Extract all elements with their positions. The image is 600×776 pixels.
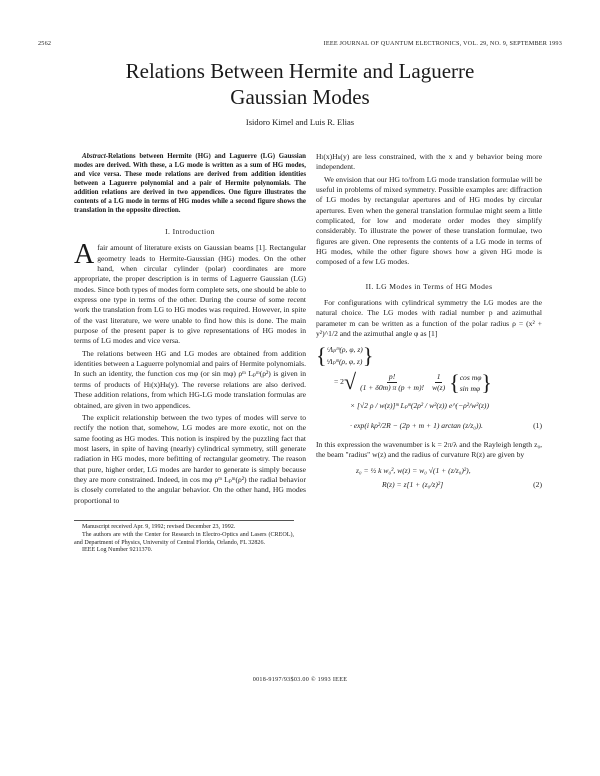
equation-1-sin-term: sin mφ: [459, 383, 481, 393]
equation-1-cos-term: cos mφ: [459, 372, 482, 382]
right-paragraph-3: In this expression the wavenumber is k = 2π/λ and the Rayleigh length z₀, the beam "radius" w(z) and the radius of curvature R(z) are given by: [316, 439, 542, 459]
equation-1-denominator: (1 + δ0m) π (p + m)!: [360, 383, 425, 392]
equation-1-sin-mode: ˢΛₚᵐ(ρ, φ, z): [326, 356, 363, 366]
intro-paragraph-3: The explicit relationship between the two types of modes will serve to rectify the notion that, somehow, LG modes are more exotic, not on the same footing as HG modes. This notion is inspired by the puzzling fact that most lasers, in spite of having (nearly) cylindrical symmetry, still generate radiation in HG modes, more befitting of rectangular geometry. The reason that pure, higher order, LG modes are harder to generate is simply because they are more constrained. Indeed, in cos mφ ρᵐ Lₚᵐ(ρ²) the radial behavior is closely correlated to the angular behavior. On the other hand, HG modes proportional to: [74, 412, 306, 505]
equation-2-line-2: [382, 478, 542, 492]
drop-cap: A: [74, 239, 95, 271]
equation-1-lhs: { ᶜΛₚᵐ(ρ, φ, z) ˢΛₚᵐ(ρ, φ, z) }: [316, 342, 374, 368]
equation-1-exp-term: · exp(i kρ²/2R − (2p + m + 1) arctan (z/z₀)).: [350, 421, 483, 431]
authors: Isidoro Kimel and Luis R. Elias: [245, 117, 355, 127]
footnote-affiliation: The authors are with the Center for Research in Electro-Optics and Lasers (CREOL), and Department of Physics, University of Central Florida, Orlando, FL 32826.: [74, 531, 294, 546]
title-line-1: Relations Between Hermite and Laguerre: [125, 59, 475, 83]
journal-info: IEEE JOURNAL OF QUANTUM ELECTRONICS, VOL. 29, NO. 9, SEPTEMBER 1993: [323, 40, 562, 47]
equation-1-number: (1): [533, 421, 542, 431]
abstract-label: Abstract: [82, 153, 106, 160]
section-heading-lg-modes: II. LG Modes in Terms of HG Modes: [365, 281, 493, 291]
equation-1-frac2-numerator: 1: [435, 372, 443, 383]
equation-2: [316, 464, 542, 492]
footnote-log-number: IEEE Log Number 9211370.: [82, 547, 153, 554]
equation-1-numerator: p!: [387, 372, 397, 383]
right-paragraph-2: For configurations with cylindrical symmetry the LG modes are the natural choice. The LG modes with radial number p and azimuthal parameter m can be written as a function of the polar radius ρ = (x² + y²)^1/2 and the azimuthal angle φ as [1]: [316, 298, 542, 339]
right-column: [316, 152, 542, 496]
left-column: [74, 152, 306, 555]
intro-paragraph-2: The relations between HG and LG modes are obtained from addition identities between a Laguerre polynomial and pairs of Hermite polynomials. In such an identity, the function cos mφ (or sin mφ) ρᵐ Lₚᵐ(ρ²) is given in terms of products of Hₗ(x)Hₖ(y). The reverse relations are also derived. These addition relations, from which HG-LG mode translation formulas are obtained, are given in two appendices.: [74, 348, 306, 410]
equation-1-rhs-line-2: × [√2 ρ / w(z)]ᵐ Lₚᵐ(2ρ² / w²(z)) e^(−ρ²/w²(z)): [350, 401, 489, 411]
section-heading-introduction: I. Introduction: [165, 227, 215, 236]
abstract: [74, 152, 306, 215]
equation-2-curvature: R(z) = z[1 + (z₀/z)²]: [382, 480, 444, 490]
right-paragraph-1: We envision that our HG to/from LG mode translation formulae will be useful in problems of mixed symmetry. Possible examples are: diffraction of LG modes by rectangular apertures and of HG modes by circular apertures. Even when the general translation formulae might seem a little complicated, for low and moderate order modes they simplify considerably. To illustrate the power of these translation formulae, two figures are given. One represents the contents of a LG mode in terms of HG modes, while the other figure shows how a given HG mode is composed of a few LG modes.: [316, 174, 542, 267]
equation-1: [316, 344, 542, 434]
intro-paragraph-1: [74, 239, 306, 346]
abstract-text: -Relations between Hermite (HG) and Laguerre (LG) Gaussian modes are derived. With these, a LG mode is written as a sum of HG modes, and vice versa. These mode relations are derived from addition identities between a Laguerre polynomial and a pair of Hermite polynomials. The addition relations are derived in two appendices. One figure illustrates the contents of a LG mode in terms of HG modes while a second figure shows the translation in the opposite direction.: [74, 153, 306, 214]
equation-1-rhs-line-1: = 2 √ $\frac{p!}{(1 + \delta 0m) \pi (p + m)!}$ $\frac{1}{w(z)}$ { cos mφ sin mφ }: [334, 369, 492, 395]
right-paragraph-0: Hₗ(x)Hₖ(y) are less constrained, with the x and y behavior being more independent.: [316, 152, 542, 172]
paper-title: [0, 58, 600, 110]
footnote-received: Manuscript received Apr. 9, 1992; revised December 23, 1992.: [82, 523, 236, 530]
running-header: [38, 40, 562, 52]
equation-1-cos-mode: ᶜΛₚᵐ(ρ, φ, z): [326, 344, 363, 354]
copyright-notice: 0018-9197/93$03.00 © 1993 IEEE: [252, 677, 348, 683]
intro-paragraph-1-text: fair amount of literature exists on Gaussian beams [1]. Rectangular geometry leads to Hermite-Gaussian (HG) modes. On the other hand, when circular cylinder (polar) coordinates are more appropriate, the proper description is in terms of Laguerre Gaussian (LG) modes. Since both types of modes form complete sets, one should be able to express one type in terms of the other. During the course of some recent work the translation from LG to HG modes was required. However, in spite of the vast literature, we were unable to find how this is done. The main purpose of the present paper is to give representations of HG modes in terms of LG modes and vice versa.: [74, 243, 306, 346]
page-number: 2562: [38, 40, 52, 47]
equation-2-line-1: z₀ = ½ k w₀², w(z) = w₀ √(1 + (z/z₀)²),: [356, 466, 471, 476]
equation-1-frac2-denominator: w(z): [432, 383, 446, 392]
footnote: [74, 520, 294, 555]
equation-1-rhs-line-3: [350, 420, 542, 434]
title-line-2: Gaussian Modes: [230, 85, 370, 109]
equation-2-number: (2): [533, 480, 542, 490]
